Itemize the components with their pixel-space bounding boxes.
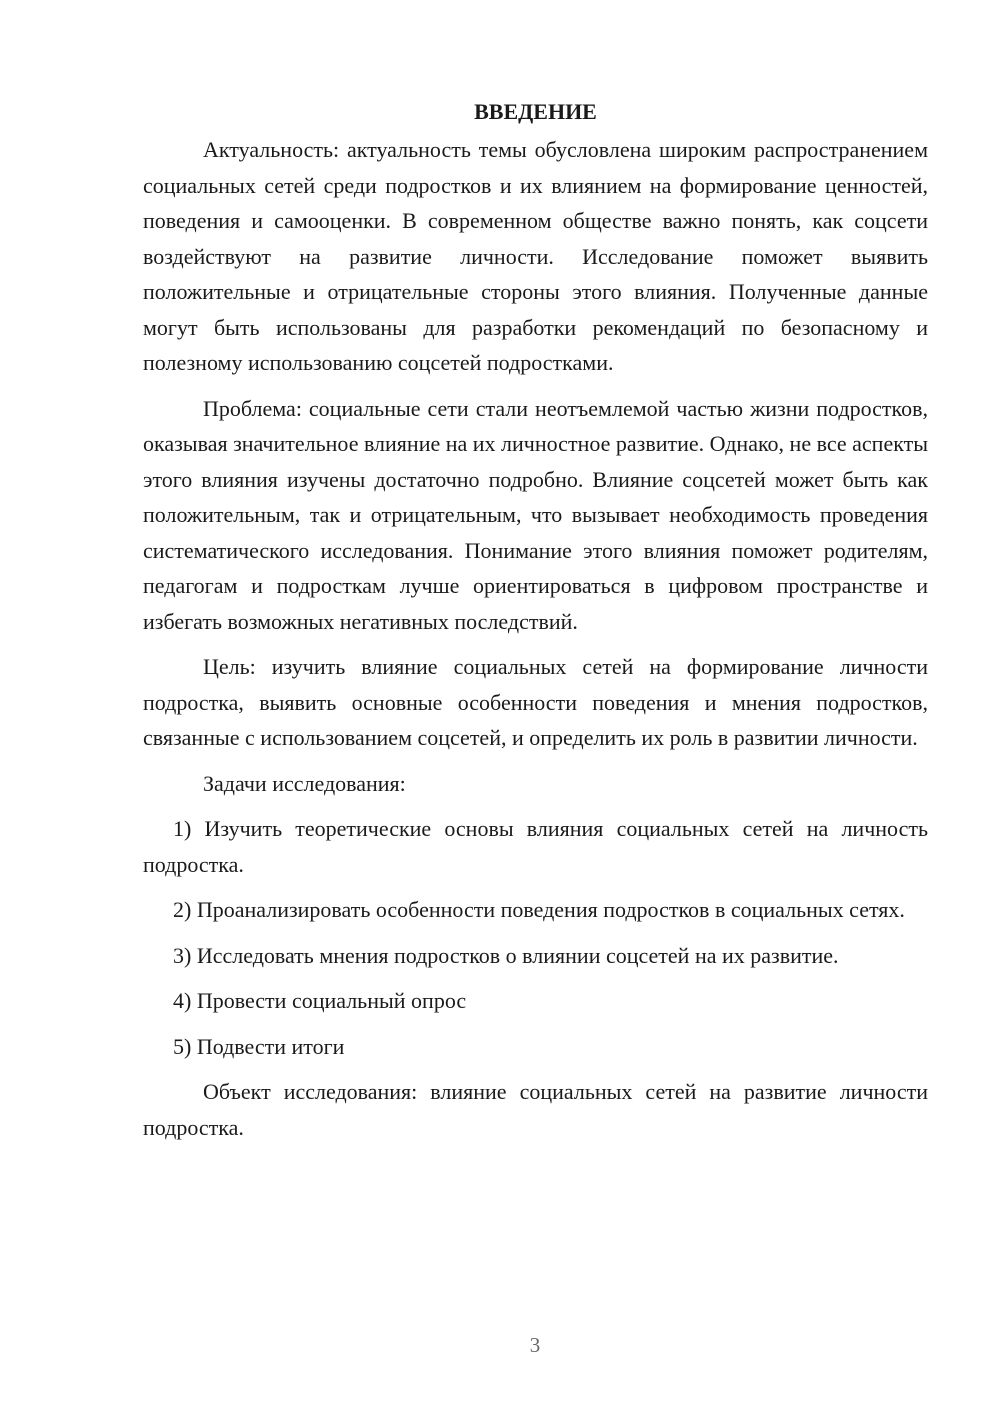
paragraph-goal: Цель: изучить влияние социальных сетей на формирование личности подростка, выявить основные особенности поведения и мнения подростков, связанные с использованием соцсетей, и определить их роль в развитии личности. [143,654,928,750]
task-item-4: 4) Провести социальный опрос [173,988,467,1013]
paragraph-relevance: Актуальность: актуальность темы обусловлена широким распространением социальных сетей среди подростков и их влиянием на формирование ценностей, поведения и самооценки. В современном обществе важно понять, как соцсети воздействуют на развитие личности. Исследование поможет выявить положительные и отрицательные стороны этого влияния. Полученные данные могут быть использованы для разработки рекомендаций по безопасному и полезному использованию соцсетей подростками. [143,137,928,375]
section-heading: ВВЕДЕНИЕ [474,99,597,124]
paragraph-object: Объект исследования: влияние социальных сетей на развитие личности подростка. [143,1079,928,1140]
page-content [143,94,928,1145]
paragraph-tasks-heading: Задачи исследования: [203,770,406,796]
task-item-3: 3) Исследовать мнения подростков о влиянии соцсетей на их развитие. [173,942,839,968]
page-number: 3 [529,1333,541,1357]
task-item-2: 2) Проанализировать особенности поведения подростков в социальных сетях. [173,897,905,922]
task-item-5: 5) Подвести итоги [173,1033,345,1059]
task-item-1: 1) Изучить теоретические основы влияния социальных сетей на личность подростка. [143,816,928,877]
paragraph-problem: Проблема: социальные сети стали неотъемлемой частью жизни подростков, оказывая значительное влияние на их личностное развитие. Однако, не все аспекты этого влияния изучены достаточно подробно. Влияние соцсетей может быть как положительным, так и отрицательным, что вызывает необходимость проведения систематического исследования. Понимание этого влияния поможет родителям, педагогам и подросткам лучше ориентироваться в цифровом пространстве и избегать возможных негативных последствий. [143,395,928,634]
